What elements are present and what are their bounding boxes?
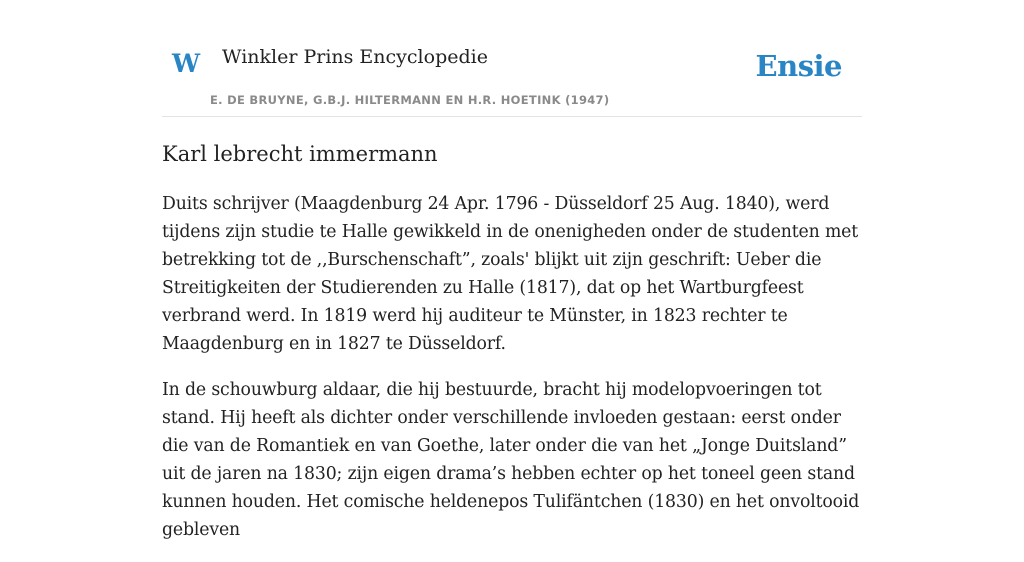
source-logo-icon[interactable]: W	[172, 49, 201, 78]
ensie-logo[interactable]: Ensie	[755, 49, 842, 83]
paragraph: In de schouwburg aldaar, die hij bestuurde, bracht hij modelopvoeringen tot stand. Hij heeft als dichter onder verschillende invloeden gestaan: eerst onder die van de Romantiek en van Goethe, later onder die van het „Jonge Duitsland” uit de jaren na 1830; zijn eigen drama’s hebben echter op het toneel geen stand kunnen houden. Het comische heldenepos Tulifäntchen (1830) en het onvoltooid gebleven	[162, 380, 860, 541]
source-header	[162, 0, 862, 117]
source-authors: E. DE BRUYNE, G.B.J. HILTERMANN EN H.R. HOETINK (1947)	[210, 93, 610, 107]
source-title-link[interactable]: Winkler Prins Encyclopedie	[222, 46, 488, 68]
article-body	[162, 190, 862, 544]
paragraph: Duits schrijver (Maagdenburg 24 Apr. 1796 - Düsseldorf 25 Aug. 1840), werd tijdens zijn studie te Halle gewikkeld in de onenigheden onder de studenten met betrekking tot de ,,Burschenschaft”, zoals' blijkt uit zijn geschrift: Ueber die Streitigkeiten der Studierenden zu Halle (1817), dat op het Wartburgfeest verbrand werd. In 1819 werd hij auditeur te Münster, in 1823 rechter te Maagdenburg en in 1827 te Düsseldorf.	[162, 194, 859, 355]
entry-title: Karl lebrecht immermann	[162, 142, 438, 166]
article-container	[162, 0, 862, 562]
